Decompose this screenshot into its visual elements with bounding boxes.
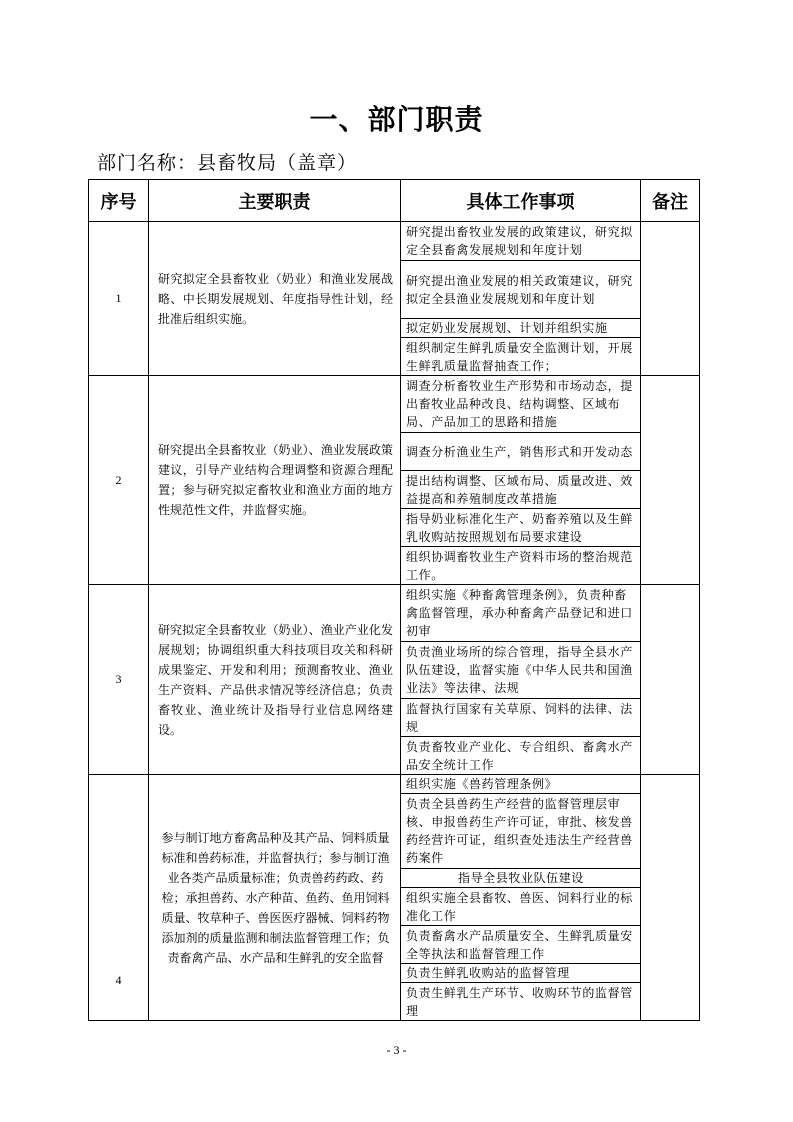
row-number: 3 (89, 585, 149, 775)
work-item: 提出结构调整、区域布局、质量改进、效益提高和养殖制度改革措施 (401, 471, 641, 509)
page-title: 一、部门职责 (309, 103, 484, 136)
work-item: 组织协调畜牧业生产资料市场的整治规范工作。 (401, 547, 641, 585)
duty-table (88, 179, 700, 1021)
work-item: 负责畜禽水产品质量安全、生鲜乳质量安全等执法和监督管理工作 (401, 926, 641, 964)
header-work-items: 具体工作事项 (401, 180, 641, 222)
table-row (89, 775, 700, 794)
table-row (89, 222, 700, 261)
row-number: 4 (89, 775, 149, 1021)
work-item: 研究提出畜牧业发展的政策建议，研究拟定全县畜禽发展规划和年度计划 (401, 222, 641, 261)
work-item: 组织实施全县畜牧、兽医、饲料行业的标准化工作 (401, 888, 641, 926)
row-duty: 研究拟定全县畜牧业（奶业）、渔业产业化发展规划；协调组织重大科技项目攻关和科研成果鉴定、开发和利用；预测畜牧业、渔业生产资料、产品供求情况等经济信息；负责畜牧业、渔业统计及指导行业信息网络建设。 (149, 585, 401, 775)
header-remark: 备注 (641, 180, 700, 222)
work-item: 指导奶业标准化生产、奶畜养殖以及生鲜乳收购站按照规划布局要求建设 (401, 509, 641, 547)
row-remark (641, 222, 700, 376)
row-number: 2 (89, 376, 149, 585)
row-duty: 研究拟定全县畜牧业（奶业）和渔业发展战略、中长期发展规划、年度指导性计划，经批准后组织实施。 (149, 222, 401, 376)
work-item: 指导全县牧业队伍建设 (401, 869, 641, 888)
work-item: 负责生鲜乳收购站的监督管理 (401, 964, 641, 983)
table-row (89, 585, 700, 642)
work-item: 调查分析畜牧业生产形势和市场动态，提出畜牧业品种改良、结构调整、区域布局、产品加工的思路和措施 (401, 376, 641, 433)
row-duty: 参与制订地方畜禽品种及其产品、饲料质量标准和兽药标准，并监督执行；参与制订渔业各类产品质量标准；负责兽药药政、药检；承担兽药、水产种苗、鱼药、鱼用饲料质量、牧草种子、兽医医疗器械、饲料药物添加剂的质量监测和制法监督管理工作；负责畜禽产品、水产品和生鲜乳的安全监督 (149, 775, 401, 1021)
table-header-row (89, 180, 700, 222)
work-item: 监督执行国家有关草原、饲料的法律、法规 (401, 699, 641, 737)
work-item: 调查分析渔业生产，销售形式和开发动态 (401, 433, 641, 471)
row-number: 1 (89, 222, 149, 376)
header-serial: 序号 (89, 180, 149, 222)
work-item: 拟定奶业发展规划、计划并组织实施 (401, 319, 641, 338)
work-item: 负责全县兽药生产经营的监督管理层审核、申报兽药生产许可证，审批、核发兽药经营许可证，组织查处违法生产经营兽药案件 (401, 794, 641, 869)
row-remark (641, 376, 700, 585)
work-item: 组织实施《种畜禽管理条例》，负责种畜禽监督管理，承办种畜禽产品登记和进口初审 (401, 585, 641, 642)
work-item: 负责畜牧业产业化、专合组织、畜禽水产品安全统计工作 (401, 737, 641, 775)
row-remark (641, 585, 700, 775)
row-duty: 研究提出全县畜牧业（奶业）、渔业发展政策建议，引导产业结构合理调整和资源合理配置；参与研究拟定畜牧业和渔业方面的地方性规范性文件，并监督实施。 (149, 376, 401, 585)
table-row (89, 376, 700, 433)
work-item: 负责生鲜乳生产环节、收购环节的监督管理 (401, 983, 641, 1021)
work-item: 研究提出渔业发展的相关政策建议，研究拟定全县渔业发展规划和年度计划 (401, 261, 641, 319)
page-number: - 3 - (386, 1043, 407, 1057)
department-name: 部门名称：县畜牧局（盖章） (97, 152, 358, 174)
row-remark (641, 775, 700, 1021)
work-item: 负责渔业场所的综合管理，指导全县水产队伍建设，监督实施《中华人民共和国渔业法》等法律、法规 (401, 642, 641, 699)
header-main-duty: 主要职责 (149, 180, 401, 222)
work-item: 组织实施《兽药管理条例》 (401, 775, 641, 794)
work-item: 组织制定生鲜乳质量安全监测计划，开展生鲜乳质量监督抽查工作； (401, 338, 641, 376)
